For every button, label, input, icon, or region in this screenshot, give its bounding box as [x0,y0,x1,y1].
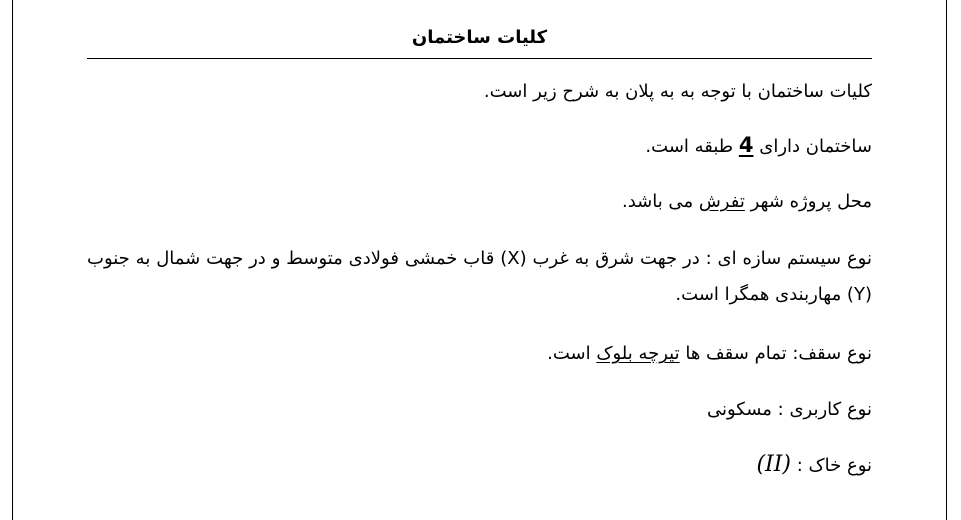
roof-paragraph [87,336,872,372]
soil-paragraph [87,447,872,484]
soil-type-value: (II) [756,452,791,477]
roof-text-before: نوع سقف: تمام سقف ها [685,343,872,364]
soil-label: نوع خاک : [796,455,872,476]
roof-text-after: است. [547,343,591,364]
location-text-before: محل پروژه شهر [750,191,872,212]
section-heading: کلیات ساختمان [87,0,872,59]
document-page [12,0,947,520]
floors-text-before: ساختمان دارای [759,136,872,157]
document-body [87,0,872,477]
floors-count: 4 [738,133,754,157]
intro-paragraph: کلیات ساختمان با توجه به به پلان به شرح زیر است. [483,81,872,102]
location-city: تفرش [698,191,745,212]
usage-paragraph: نوع کاربری : مسکونی [706,399,872,420]
roof-type: تیرچه بلوک [596,343,680,364]
structure-paragraph: نوع سیستم سازه ای : در جهت شرق به غرب (X) قاب خمشی فولادی متوسط و در جهت شمال به جنوب (Y) مهاربندی همگرا است. [87,248,872,305]
location-paragraph [87,184,872,220]
location-text-after: می باشد. [621,191,694,212]
floors-paragraph [87,127,872,165]
floors-text-after: طبقه است. [645,136,734,157]
